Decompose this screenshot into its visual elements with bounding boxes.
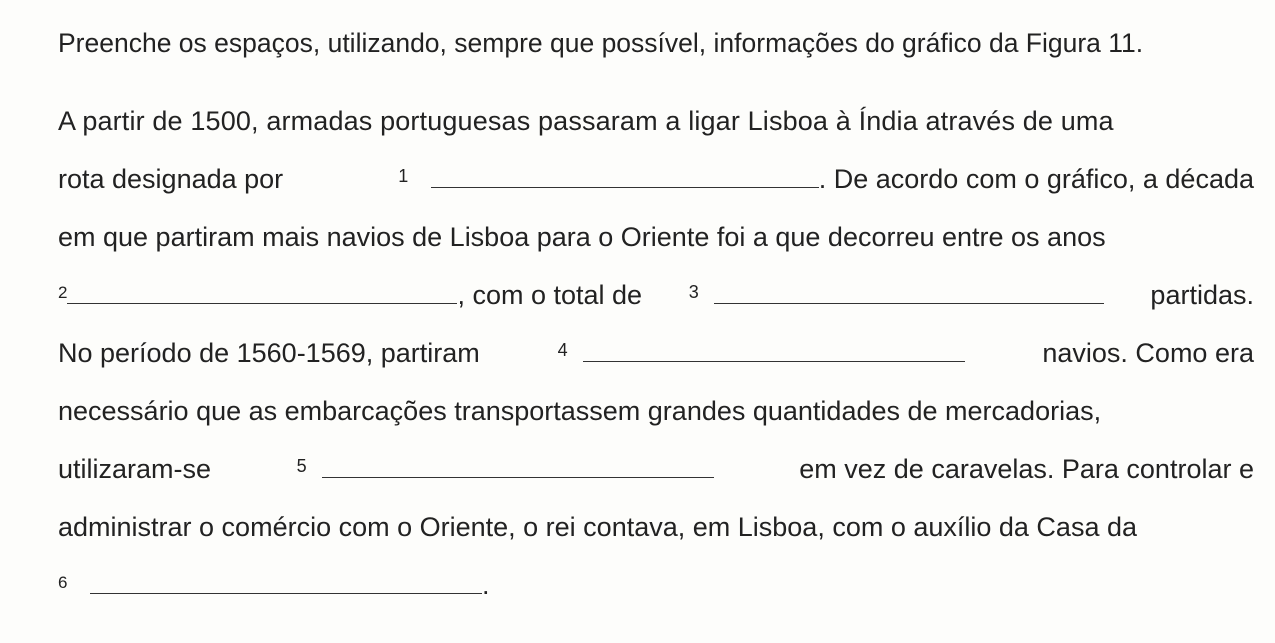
line-text: administrar o comércio com o Oriente, o rei contava, em Lisboa, com o auxílio da Casa da: [58, 512, 1137, 542]
blank-number-3: 3: [688, 282, 699, 302]
fill-in-paragraph: [58, 92, 1254, 614]
blank-1-field[interactable]: [431, 165, 819, 188]
blank-number-1: 1: [398, 166, 409, 186]
blank-number-2: 2: [58, 283, 68, 302]
blank-number-4: 4: [557, 340, 568, 360]
paragraph-line: [58, 324, 1254, 382]
line-text: A partir de 1500, armadas portuguesas passaram a ligar Lisboa à Índia através de uma: [58, 106, 1114, 136]
line-text: necessário que as embarcações transportassem grandes quantidades de mercadorias,: [58, 396, 1102, 426]
line-text: em que partiram mais navios de Lisboa para o Oriente foi a que decorreu entre os anos: [58, 222, 1106, 252]
line-text: em vez de caravelas. Para controlar e: [799, 454, 1254, 484]
blank-2-field[interactable]: [67, 281, 457, 304]
blank-2-group: [58, 266, 642, 324]
blank-5-group: [297, 440, 714, 498]
paragraph-line: [58, 92, 1254, 150]
blank-5-field[interactable]: [322, 455, 714, 478]
line-text: No período de 1560-1569, partiram: [58, 338, 480, 368]
line-text: . De acordo com o gráfico, a década: [818, 164, 1254, 194]
line-text: utilizaram-se: [58, 454, 212, 484]
line-text: navios. Como era: [1042, 338, 1254, 368]
blank-3-group: [689, 266, 1104, 324]
paragraph-line: [58, 208, 1254, 266]
paragraph-line: [58, 382, 1254, 440]
line-text: , com o total de: [457, 280, 643, 310]
blank-number-5: 5: [296, 456, 307, 476]
line-text: rota designada por: [58, 164, 284, 194]
blank-4-group: [558, 324, 965, 382]
instruction-text: Preenche os espaços, utilizando, sempre que possível, informações do gráfico da Figura 11.: [58, 28, 1144, 58]
paragraph-line: [58, 266, 1254, 324]
blank-4-field[interactable]: [583, 339, 965, 362]
blank-1-group: [398, 150, 1254, 208]
line-text: partidas.: [1150, 280, 1254, 310]
paragraph-line: [58, 440, 1254, 498]
paragraph-line: [58, 498, 1254, 556]
paragraph-line: $^6$ .: [58, 556, 1254, 614]
blank-6-field[interactable]: [90, 571, 482, 594]
blank-3-field[interactable]: [714, 281, 1104, 304]
paragraph-line: [58, 150, 1254, 208]
line-text: .: [481, 570, 490, 600]
